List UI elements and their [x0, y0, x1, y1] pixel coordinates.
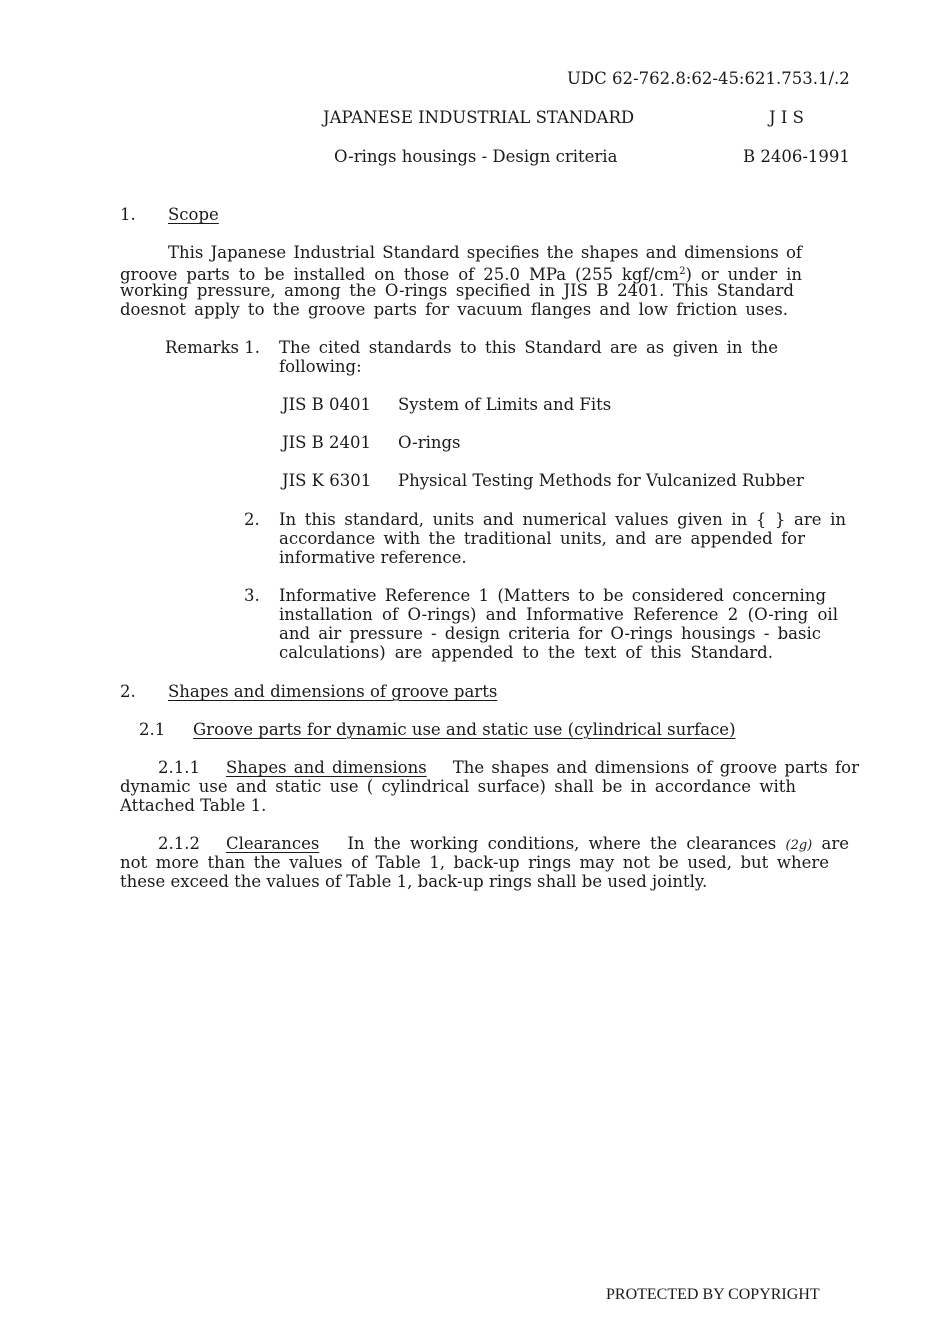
- section-2-number: 2.: [120, 682, 136, 701]
- scope-line-3: working pressure, among the O-rings specified in JIS B 2401. This Standard: [120, 281, 794, 300]
- section-2-1-2-number: 2.1.2: [158, 834, 200, 853]
- standard-organization: JAPANESE INDUSTRIAL STANDARD: [323, 108, 635, 127]
- remark-3-number: 3.: [244, 586, 260, 605]
- remarks-label: Remarks 1.: [165, 338, 261, 357]
- section-2-1-1-number: 2.1.1: [158, 758, 200, 777]
- clearance-symbol: (2g): [785, 838, 813, 853]
- standard-number: B 2406-1991: [743, 147, 850, 166]
- scope-line-1: This Japanese Industrial Standard specifies the shapes and dimensions of: [168, 243, 802, 262]
- remark-2-number: 2.: [244, 510, 260, 529]
- section-2-1-2-line-1: 2.1.2 Clearances In the working conditions, where the clearances (2g) are: [158, 834, 850, 853]
- remark-3-line-1: Informative Reference 1 (Matters to be considered concerning: [279, 586, 826, 605]
- section-2-1-1-line-2: dynamic use and static use ( cylindrical surface) shall be in accordance with: [120, 777, 796, 796]
- jis-mark: J I S: [769, 108, 804, 127]
- section-2-1-1-heading: Shapes and dimensions: [225, 758, 427, 777]
- remark-1-line-1: The cited standards to this Standard are as given in the: [279, 338, 778, 357]
- remark-1-line-2: following:: [279, 357, 362, 376]
- scope-line-4: doesnot apply to the groove parts for vacuum flanges and low friction uses.: [120, 300, 788, 319]
- section-2-1-heading: Groove parts for dynamic use and static use (cylindrical surface): [193, 720, 736, 739]
- section-1-number: 1.: [120, 205, 136, 224]
- section-2-1-2-heading: Clearances: [225, 834, 320, 853]
- remark-2-line-1: In this standard, units and numerical values given in { } are in: [279, 510, 846, 529]
- standard-code: JIS B 0401: [282, 395, 372, 414]
- standard-code: JIS K 6301: [282, 471, 372, 490]
- section-2-1-number: 2.1: [139, 720, 166, 739]
- section-2-1-2-line-3: these exceed the values of Table 1, back-up rings shall be used jointly.: [120, 872, 708, 891]
- remark-3-line-2: installation of O-rings) and Informative Reference 2 (O-ring oil: [279, 605, 838, 624]
- section-2-1-1-line-3: Attached Table 1.: [120, 796, 267, 815]
- section-1-heading: Scope: [168, 205, 219, 224]
- udc-code: UDC 62-762.8:62-45:621.753.1/.2: [567, 69, 850, 88]
- document-title: O-rings housings - Design criteria: [334, 147, 618, 166]
- standard-title: Physical Testing Methods for Vulcanized Rubber: [398, 471, 804, 490]
- section-2-1-1-line-1: 2.1.1 Shapes and dimensions The shapes and dimensions of groove parts for: [158, 758, 859, 777]
- scope-line-2: groove parts to be installed on those of 25.0 MPa (255 kgf/$cm^2$) or under in: [120, 265, 802, 284]
- copyright-notice: PROTECTED BY COPYRIGHT: [606, 1286, 820, 1303]
- section-2-1-2-line-2: not more than the values of Table 1, back-up rings may not be used, but where: [120, 853, 829, 872]
- standard-title: O-rings: [398, 433, 461, 452]
- remark-2-line-3: informative reference.: [279, 548, 467, 567]
- standard-title: System of Limits and Fits: [398, 395, 612, 414]
- standard-code: JIS B 2401: [282, 433, 372, 452]
- remark-3-line-3: and air pressure - design criteria for O-rings housings - basic: [279, 624, 821, 643]
- remark-2-line-2: accordance with the traditional units, and are appended for: [279, 529, 805, 548]
- remark-3-line-4: calculations) are appended to the text of this Standard.: [279, 643, 773, 662]
- section-2-heading: Shapes and dimensions of groove parts: [168, 682, 498, 701]
